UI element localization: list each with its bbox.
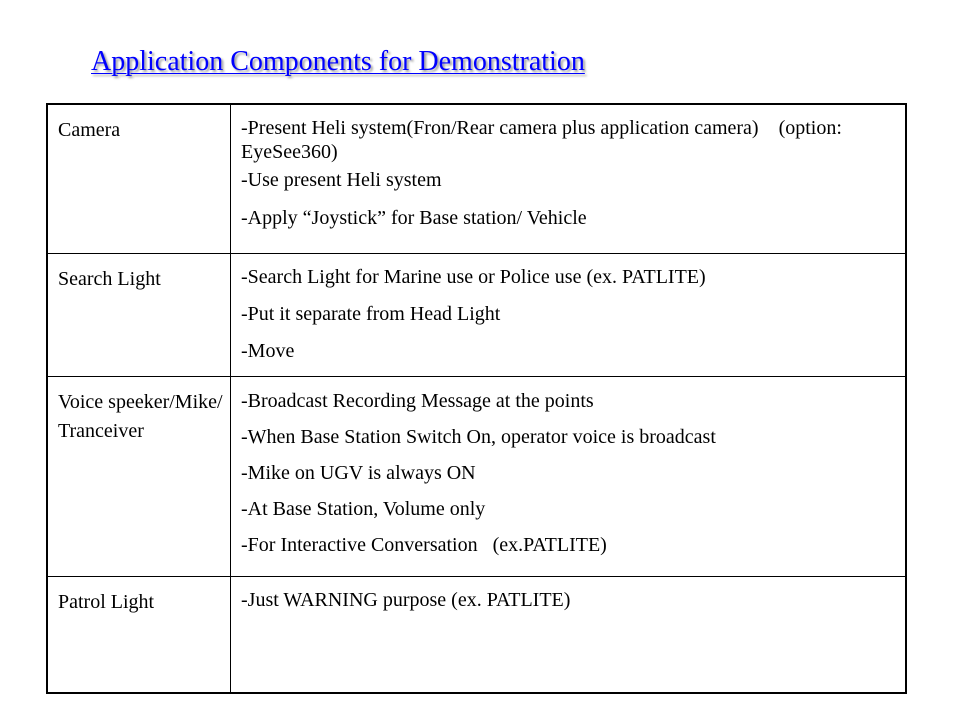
description-cell <box>231 105 906 254</box>
component-name: Search Light <box>58 268 161 290</box>
component-name: Camera <box>58 119 121 141</box>
description-cell <box>231 254 906 377</box>
description-line: -Move <box>241 340 295 362</box>
table-row-search-light <box>48 254 906 377</box>
description-cell <box>231 377 906 577</box>
description-line: -Use present Heli system <box>241 169 442 191</box>
component-cell <box>48 254 231 377</box>
component-name: Patrol Light <box>58 591 155 613</box>
component-cell <box>48 377 231 577</box>
component-cell <box>48 105 231 254</box>
description-line: -At Base Station, Volume only <box>241 498 486 520</box>
description-line: -Present Heli system(Fron/Rear camera plus application camera) (option: EyeSee360) <box>241 117 842 163</box>
description-cell <box>231 577 906 693</box>
table-row-camera <box>48 105 906 254</box>
slide-title: Application Components for Demonstration <box>91 46 585 77</box>
description-line: -Just WARNING purpose (ex. PATLITE) <box>241 589 571 611</box>
description-line: -Mike on UGV is always ON <box>241 462 476 484</box>
table-row-voice-speaker <box>48 377 906 577</box>
description-line: -When Base Station Switch On, operator voice is broadcast <box>241 426 716 448</box>
component-name: Voice speeker/Mike/ Tranceiver <box>58 391 223 442</box>
description-line: -For Interactive Conversation (ex.PATLITE) <box>241 534 607 556</box>
description-line: -Search Light for Marine use or Police use (ex. PATLITE) <box>241 266 706 288</box>
description-line: -Put it separate from Head Light <box>241 303 501 325</box>
description-line: -Apply “Joystick” for Base station/ Vehicle <box>241 207 587 229</box>
table-row-patrol-light <box>48 577 906 693</box>
components-table <box>47 104 906 693</box>
description-line: -Broadcast Recording Message at the points <box>241 390 594 412</box>
component-cell <box>48 577 231 693</box>
